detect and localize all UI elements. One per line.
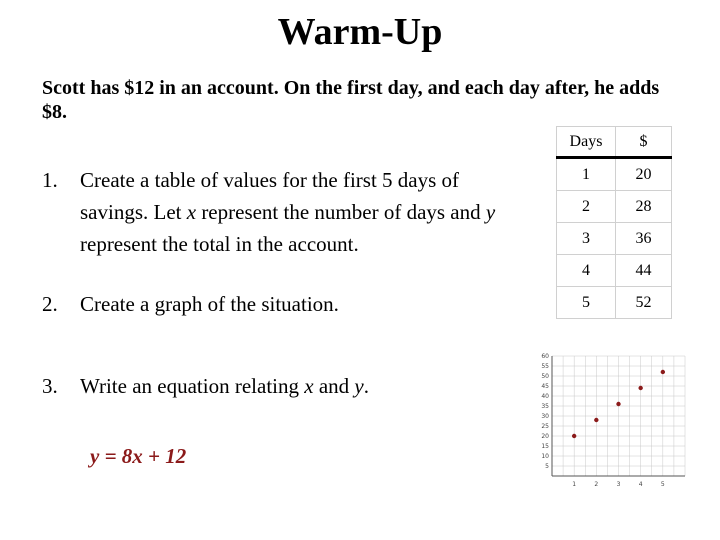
question-3 (42, 370, 532, 402)
table-cell: 5 (557, 287, 616, 319)
table-cell: 2 (557, 191, 616, 223)
values-table (556, 126, 672, 319)
text-segment: represent the total in the account. (80, 232, 359, 256)
text-segment: Create a table of values for the first 5 days of savings. Let (80, 168, 460, 224)
y-tick-label: 15 (541, 443, 549, 450)
table-row (557, 223, 672, 255)
table-cell: 52 (616, 287, 672, 319)
question-text: Create a graph of the situation. (80, 292, 339, 316)
table-cell: 28 (616, 191, 672, 223)
data-point (661, 370, 665, 374)
y-tick-label: 40 (541, 393, 549, 400)
table-cell: 4 (557, 255, 616, 287)
x-tick-label: 4 (638, 481, 643, 488)
data-point (638, 386, 642, 390)
x-tick-label: 5 (660, 481, 665, 488)
text-segment: Write an equation relating (80, 374, 305, 398)
data-point (572, 434, 576, 438)
y-tick-label: 60 (541, 353, 549, 360)
question-text (80, 370, 532, 402)
variable-y: y (354, 374, 364, 398)
table-row (557, 287, 672, 319)
y-tick-label: 50 (541, 373, 549, 380)
y-tick-label: 25 (541, 423, 549, 430)
y-tick-label: 55 (541, 363, 549, 370)
x-tick-label: 1 (572, 481, 577, 488)
x-tick-label: 2 (594, 481, 599, 488)
table-cell: 36 (616, 223, 672, 255)
header-days: Days (557, 127, 616, 158)
question-number: 3. (42, 374, 58, 398)
table-row (557, 191, 672, 223)
table-row (557, 158, 672, 191)
y-tick-label: 20 (541, 433, 549, 440)
table-header-row (557, 127, 672, 158)
header-dollars: $ (616, 127, 672, 158)
table-cell: 3 (557, 223, 616, 255)
variable-y: y (485, 200, 496, 224)
table-cell: 44 (616, 255, 672, 287)
text-segment: and (313, 374, 355, 398)
table-cell: 1 (557, 158, 616, 191)
variable-x: x (304, 374, 314, 398)
text-segment: . (363, 374, 369, 398)
y-tick-label: 5 (545, 463, 549, 470)
y-tick-label: 35 (541, 403, 549, 410)
savings-scatter-chart (530, 348, 690, 498)
problem-intro: Scott has $12 in an account. On the first day, and each day after, he adds $8. (42, 77, 660, 123)
question-1 (42, 164, 532, 260)
data-point (594, 418, 598, 422)
y-tick-label: 45 (541, 383, 549, 390)
question-number: 1. (42, 168, 58, 192)
page-title: Warm-Up (277, 11, 443, 53)
table-cell: 20 (616, 158, 672, 191)
question-number: 2. (42, 292, 58, 316)
y-tick-label: 30 (541, 413, 549, 420)
table-row (557, 255, 672, 287)
variable-x: x (186, 200, 197, 224)
equation-answer: y = 8x + 12 (90, 444, 187, 468)
question-text (80, 164, 532, 260)
y-tick-label: 10 (541, 453, 549, 460)
data-point (616, 402, 620, 406)
text-segment: represent the number of days and (196, 200, 486, 224)
x-tick-label: 3 (616, 481, 621, 488)
question-2 (42, 288, 532, 320)
